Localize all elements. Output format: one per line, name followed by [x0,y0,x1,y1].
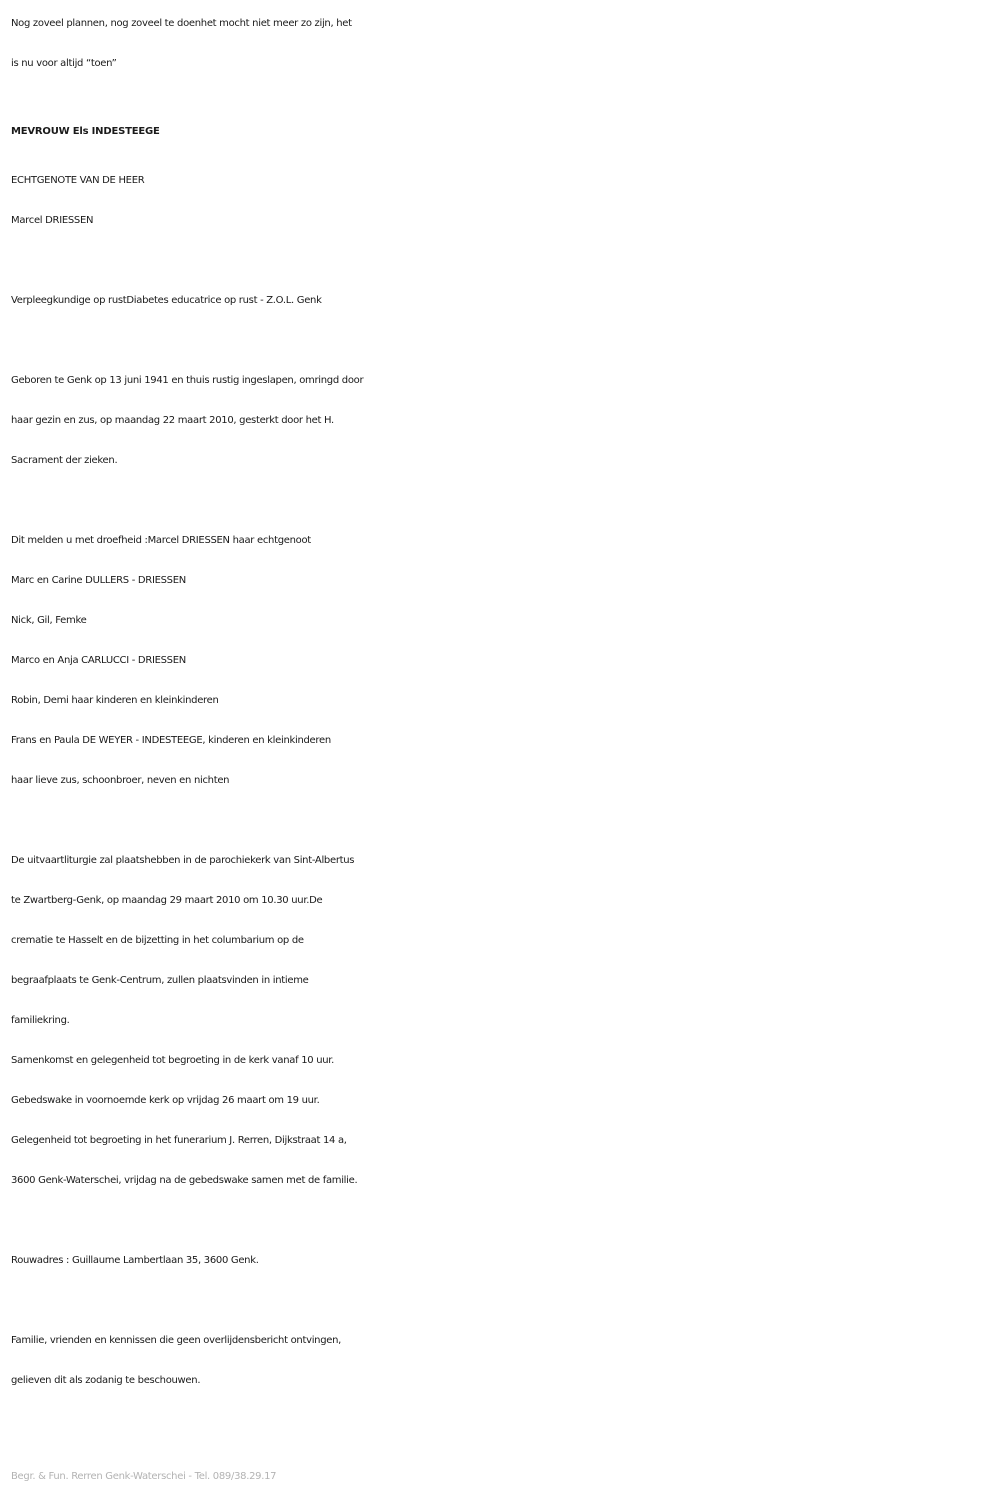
notice-line: Familie, vrienden en kennissen die geen overlijdensbericht ontvingen, [11,1335,342,1346]
ceremony-line: Samenkomst en gelegenheid tot begroeting in de kerk vanaf 10 uur. [11,1055,335,1066]
birth-death-line: Sacrament der zieken. [11,455,118,466]
spacer [11,1281,996,1321]
spacer [11,801,996,841]
family-line: Marc en Carine DULLERS - DRIESSEN [11,575,186,586]
mourning-address: Rouwadres : Guillaume Lambertlaan 35, 3600 Genk. [11,1255,259,1266]
family-line: haar lieve zus, schoonbroer, neven en nichten [11,775,230,786]
birth-death-line: haar gezin en zus, op maandag 22 maart 2010, gesterkt door het H. [11,415,334,426]
notice-line: gelieven dit als zodanig te beschouwen. [11,1375,201,1386]
spacer [11,241,996,281]
spacer [11,481,996,521]
family-line: Robin, Demi haar kinderen en kleinkinderen [11,695,219,706]
quote-line: is nu voor altijd “toen” [11,58,117,69]
ceremony-line: 3600 Genk-Waterschei, vrijdag na de gebedswake samen met de familie. [11,1175,358,1186]
ceremony-line: Gelegenheid tot begroeting in het funerarium J. Rerren, Dijkstraat 14 a, [11,1135,347,1146]
funeral-home-footer: Begr. & Fun. Rerren Genk-Waterschei - Tel. 089/38.29.17 [11,1471,277,1482]
ceremony-line: Gebedswake in voornoemde kerk op vrijdag 26 maart om 19 uur. [11,1095,320,1106]
family-line: Frans en Paula DE WEYER - INDESTEEGE, kinderen en kleinkinderen [11,735,331,746]
family-line: Dit melden u met droefheid :Marcel DRIESSEN haar echtgenoot [11,535,311,546]
ceremony-line: te Zwartberg-Genk, op maandag 29 maart 2010 om 10.30 uur.De [11,895,323,906]
ceremony-line: De uitvaartliturgie zal plaatshebben in de parochiekerk van Sint-Albertus [11,855,355,866]
occupation: Verpleegkundige op rustDiabetes educatrice op rust - Z.O.L. Genk [11,295,322,306]
family-line: Nick, Gil, Femke [11,615,87,626]
family-line: Marco en Anja CARLUCCI - DRIESSEN [11,655,186,666]
spacer [11,1201,996,1241]
quote-line: Nog zoveel plannen, nog zoveel te doenhet mocht niet meer zo zijn, het [11,18,352,29]
ceremony-line: begraafplaats te Genk-Centrum, zullen plaatsvinden in intieme [11,975,309,986]
obituary-document [11,0,996,1497]
ceremony-line: crematie te Hasselt en de bijzetting in het columbarium op de [11,935,304,946]
deceased-name: MEVROUW Els INDESTEEGE [11,126,160,137]
birth-death-line: Geboren te Genk op 13 juni 1941 en thuis rustig ingeslapen, omringd door [11,375,364,386]
spacer [11,321,996,361]
ceremony-line: familiekring. [11,1015,70,1026]
spacer [11,1401,996,1441]
spouse-line: ECHTGENOTE VAN DE HEER [11,175,145,186]
spouse-line: Marcel DRIESSEN [11,215,94,226]
